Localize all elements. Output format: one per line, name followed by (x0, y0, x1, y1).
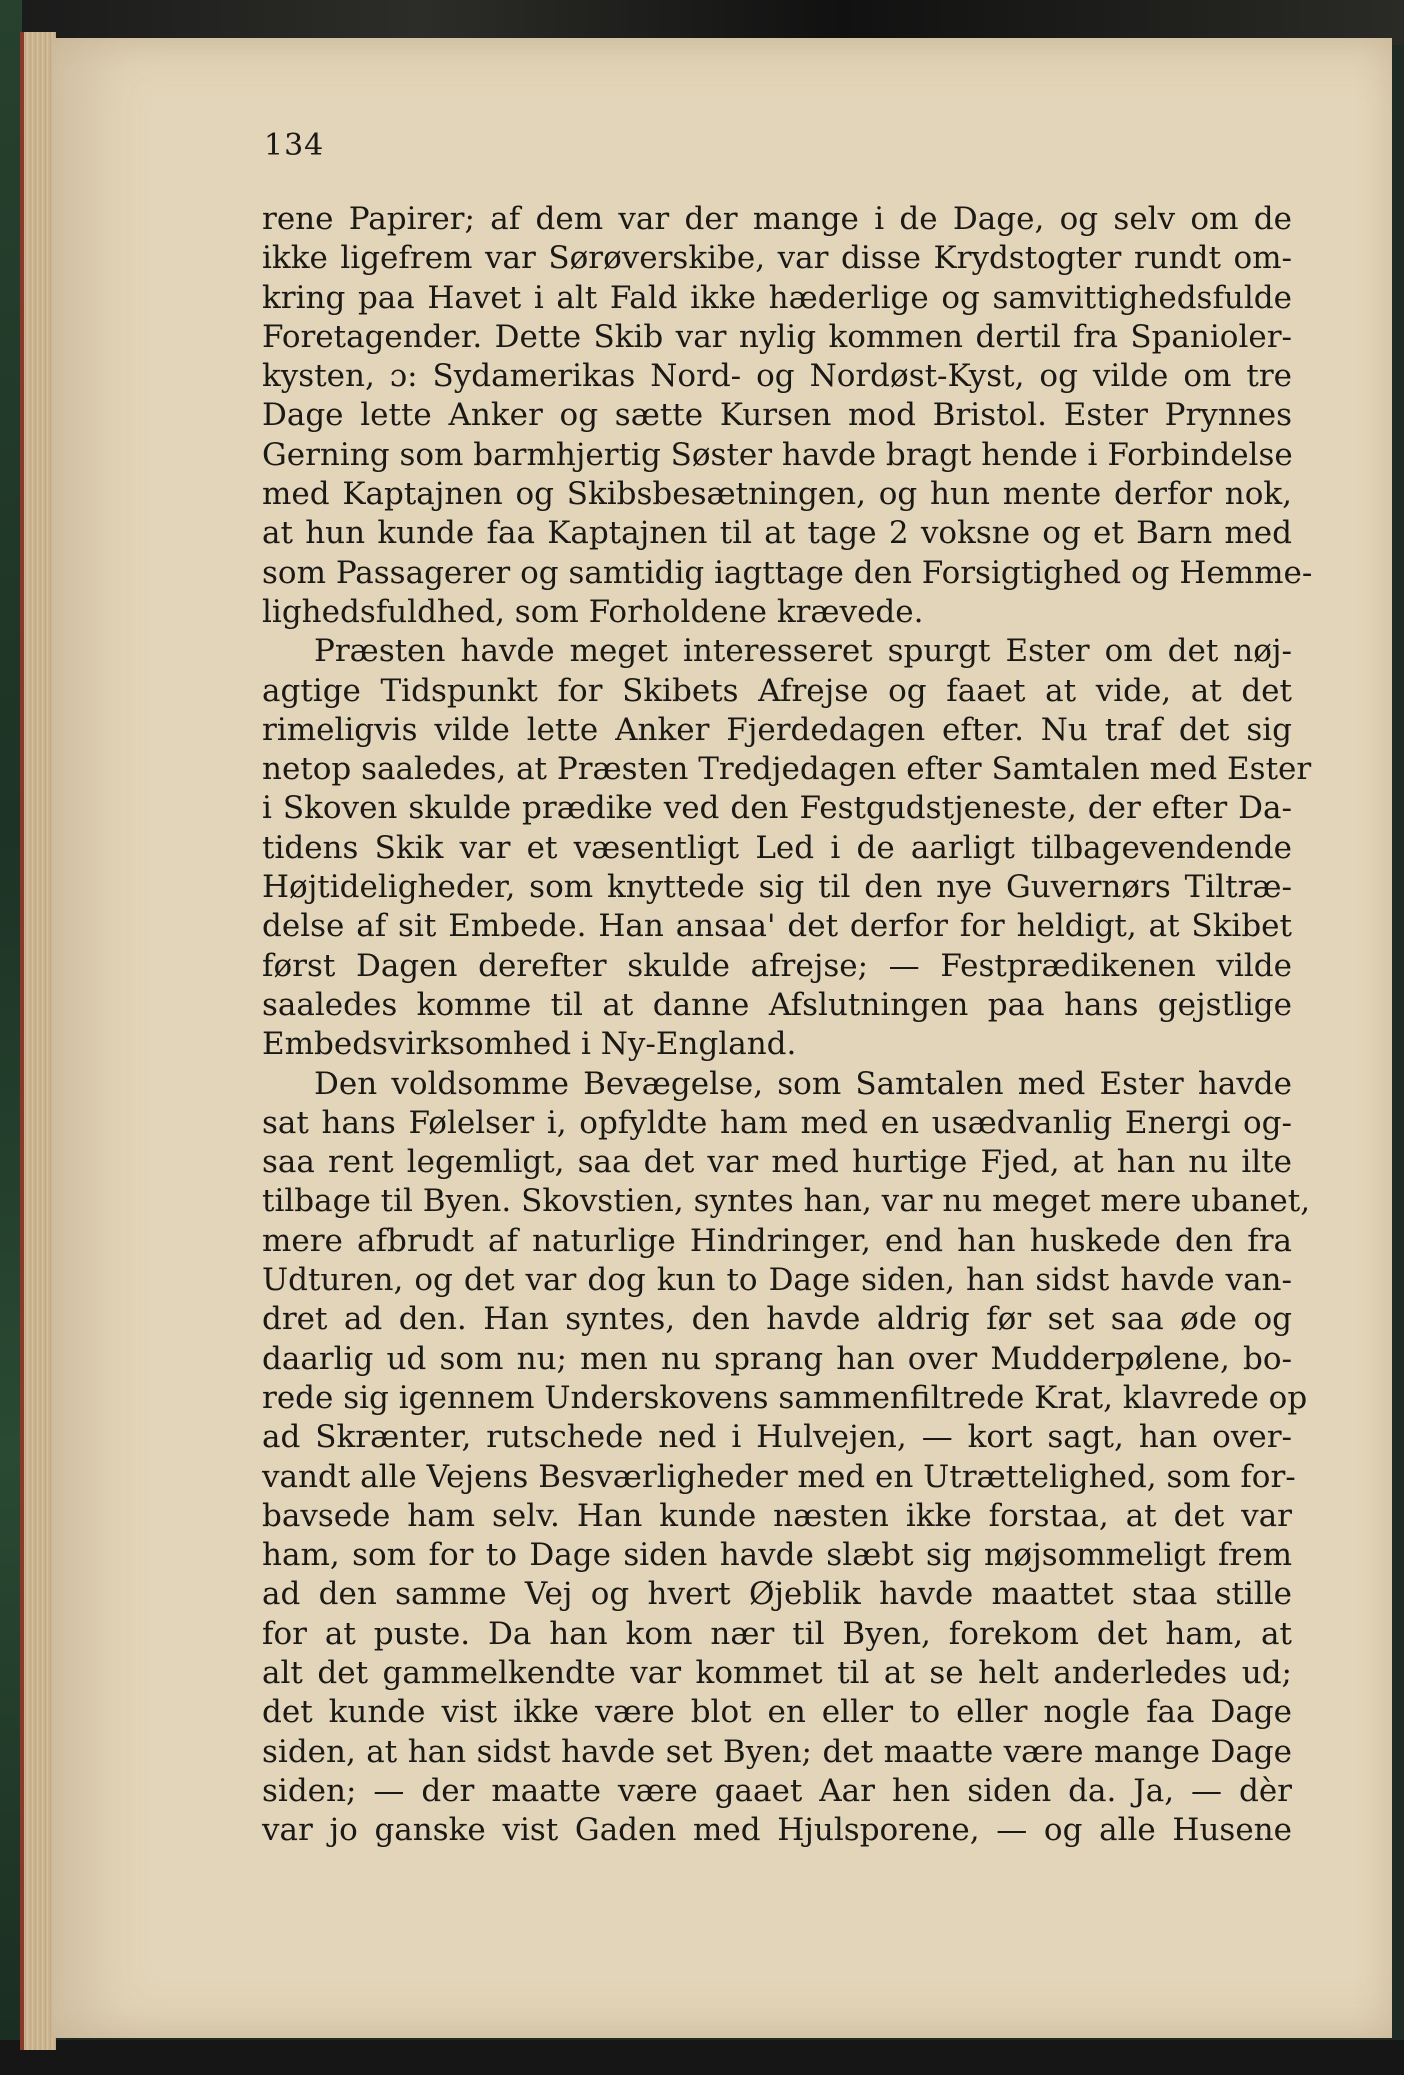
text-line: sat hans Følelser i, opfyldte ham med en usædvanlig Energi og- (262, 1104, 1292, 1141)
page-number: 134 (264, 128, 325, 163)
text-line: med Kaptajnen og Skibsbesætningen, og hun mente derfor nok, (262, 476, 1292, 513)
text-line: at hun kunde faa Kaptajnen til at tage 2 voksne og et Barn med (262, 515, 1292, 552)
text-line: det kunde vist ikke være blot en eller to eller nogle faa Dage (262, 1694, 1292, 1731)
text-line: kysten, ɔ: Sydamerikas Nord- og Nordøst-Kyst, og vilde om tre (262, 358, 1292, 395)
text-line: mere afbrudt af naturlige Hindringer, end han huskede den fra (262, 1222, 1292, 1259)
text-line: bavsede ham selv. Han kunde næsten ikke forstaa, at det var (262, 1497, 1292, 1534)
text-line: ad den samme Vej og hvert Øjeblik havde maattet staa stille (262, 1576, 1292, 1613)
text-line: saa rent legemligt, saa det var med hurtige Fjed, at han nu ilte (262, 1144, 1292, 1181)
text-line: som Passagerer og samtidig iagttage den Forsigtighed og Hemme- (262, 554, 1313, 591)
text-line: siden, at han sidst havde set Byen; det maatte være mange Dage (262, 1733, 1292, 1770)
text-line: siden; — der maatte være gaaet Aar hen siden da. Ja, — dèr (262, 1772, 1292, 1809)
text-line: Gerning som barmhjertig Søster havde bragt hende i Forbindelse (262, 436, 1293, 473)
text-line: vandt alle Vejens Besværligheder med en Utrættelighed, som for- (262, 1458, 1296, 1495)
text-line: var jo ganske vist Gaden med Hjulsporene, — og alle Husene (262, 1812, 1292, 1849)
text-line: tilbage til Byen. Skovstien, syntes han, var nu meget mere ubanet, (262, 1183, 1311, 1220)
text-line: rede sig igennem Underskovens sammenfiltrede Krat, klavrede op (262, 1379, 1308, 1416)
text-line: Udturen, og det var dog kun to Dage siden, han sidst havde van- (262, 1262, 1292, 1299)
text-line: ikke ligefrem var Sørøverskibe, var disse Krydstogter rundt om- (262, 240, 1292, 277)
text-line: rene Papirer; af dem var der mange i de Dage, og selv om de (262, 201, 1292, 237)
text-line: Embedsvirksomhed i Ny-England. (262, 1026, 797, 1063)
text-line: rimeligvis vilde lette Anker Fjerdedagen efter. Nu traf det sig (262, 711, 1292, 748)
text-line: Højtideligheder, som knyttede sig til den nye Guvernørs Tiltræ- (262, 869, 1292, 906)
text-line: Foretagender. Dette Skib var nylig kommen dertil fra Spanioler- (262, 318, 1292, 355)
text-line: lighedsfuldhed, som Forholdene krævede. (262, 593, 924, 630)
text-line: ham, som for to Dage siden havde slæbt sig møjsommeligt frem (262, 1537, 1292, 1574)
text-line: Præsten havde meget interesseret spurgt Ester om det nøj- (314, 633, 1292, 670)
text-line: Den voldsomme Bevægelse, som Samtalen med Ester havde (314, 1065, 1292, 1102)
text-line: daarlig ud som nu; men nu sprang han over Mudderpølene, bo- (262, 1340, 1292, 1377)
text-line: Dage lette Anker og sætte Kursen mod Bristol. Ester Prynnes (262, 397, 1292, 434)
text-line: alt det gammelkendte var kommet til at se helt anderledes ud; (262, 1654, 1292, 1691)
text-line: agtige Tidspunkt for Skibets Afrejse og faaet at vide, at det (262, 672, 1292, 709)
text-line: delse af sit Embede. Han ansaa' det derfor for heldigt, at Skibet (262, 908, 1292, 945)
text-line: først Dagen derefter skulde afrejse; — Festprædikenen vilde (262, 947, 1292, 984)
text-line: tidens Skik var et væsentligt Led i de aarligt tilbagevendende (262, 829, 1292, 866)
text-line: ad Skrænter, rutschede ned i Hulvejen, — kort sagt, han over- (262, 1419, 1292, 1456)
text-line: i Skoven skulde prædike ved den Festgudstjeneste, der efter Da- (262, 790, 1292, 827)
text-line: netop saaledes, at Præsten Tredjedagen efter Samtalen med Ester (262, 751, 1312, 788)
text-line: dret ad den. Han syntes, den havde aldrig før set saa øde og (262, 1301, 1292, 1338)
text-line: kring paa Havet i alt Fald ikke hæderlige og samvittighedsfulde (262, 279, 1292, 316)
book-cover-bottom (0, 2040, 1404, 2075)
page-stack-edge (20, 32, 56, 2050)
body-text (262, 200, 1313, 1850)
text-line: for at puste. Da han kom nær til Byen, forekom det ham, at (262, 1615, 1292, 1652)
book-cover-left (0, 0, 22, 2075)
text-line: saaledes komme til at danne Afslutningen paa hans gejstlige (262, 986, 1292, 1023)
